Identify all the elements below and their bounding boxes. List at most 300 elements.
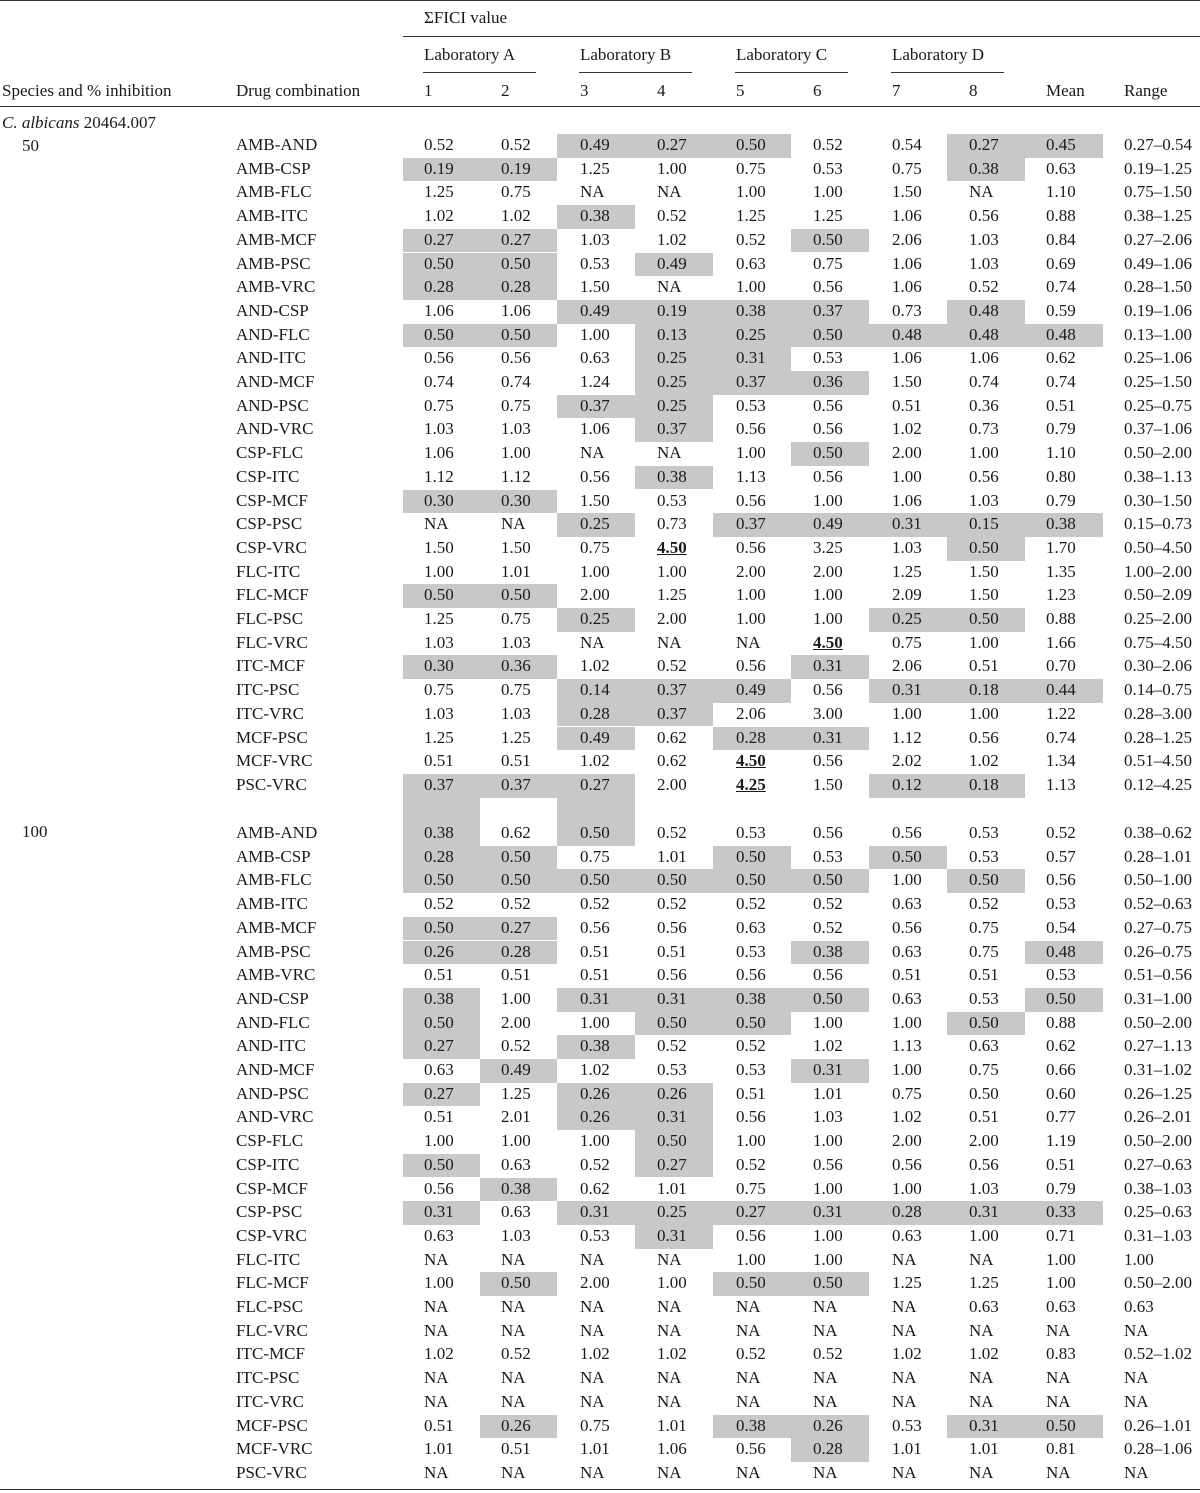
drug-combination: CSP-PSC (236, 1202, 303, 1222)
fici-value: 0.31 (580, 988, 610, 1008)
fici-value: 1.03 (969, 490, 999, 510)
fici-value: 0.75 (892, 158, 922, 178)
fici-value: 0.52 (813, 917, 843, 937)
fici-value: 1.02 (424, 1344, 454, 1364)
drug-combination: ITC-PSC (236, 1368, 300, 1388)
fici-value: 0.50 (501, 870, 531, 890)
range-value: 0.50–2.00 (1124, 443, 1192, 463)
fici-value: NA (580, 632, 605, 652)
fici-value: 0.52 (424, 894, 454, 914)
fici-value: 0.27 (501, 229, 531, 249)
fici-value: 0.52 (813, 135, 843, 154)
fici-value: 0.56 (892, 823, 922, 842)
fici-value: 0.56 (813, 823, 843, 842)
fici-value: 1.00 (736, 1131, 766, 1151)
fici-value: 0.37 (813, 300, 843, 320)
fici-value: 1.00 (813, 490, 843, 510)
mean-value: 1.00 (1046, 1273, 1076, 1293)
range-value: 0.27–2.06 (1124, 229, 1192, 249)
fici-value: 0.62 (657, 727, 687, 747)
drug-combination: CSP-MCF (236, 1178, 308, 1198)
fici-value: 0.49 (501, 1060, 531, 1079)
species-strain: 20464.007 (79, 113, 156, 132)
fici-value: 1.06 (892, 348, 922, 368)
fici-value: 0.27 (969, 135, 999, 154)
drug-combination: CSP-FLC (236, 443, 304, 463)
fici-value: 0.28 (424, 846, 454, 866)
fici-value: 0.62 (657, 751, 687, 771)
fici-value: 0.75 (501, 680, 531, 700)
fici-value: 1.02 (657, 229, 687, 249)
fici-value: 0.25 (580, 514, 610, 534)
fici-value: 1.50 (892, 182, 922, 202)
fici-value: 0.53 (813, 158, 843, 178)
mean-value: 0.79 (1046, 1178, 1076, 1198)
fici-value: 0.31 (813, 727, 843, 747)
fici-value: 0.31 (813, 1060, 843, 1079)
fici-value: 0.38 (580, 206, 610, 226)
range-value: 0.28–1.01 (1124, 846, 1192, 866)
range-value: 0.75–4.50 (1124, 632, 1192, 652)
fici-value: 0.63 (424, 1225, 454, 1245)
range-value: 0.50–2.09 (1124, 585, 1192, 605)
drug-combination: AMB-AND (236, 135, 318, 154)
fici-value: 1.06 (892, 277, 922, 297)
fici-value: 1.00 (580, 1012, 610, 1032)
fici-value: 0.56 (813, 680, 843, 700)
fici-value: 0.19 (424, 158, 454, 178)
mean-value: NA (1046, 1462, 1071, 1482)
mean-value: 0.71 (1046, 1225, 1076, 1245)
col-header-5: 5 (736, 81, 745, 100)
fici-value: 0.56 (969, 727, 999, 747)
mean-value: 0.80 (1046, 466, 1076, 486)
fici-value: NA (657, 1297, 682, 1316)
range-column-header: Range (1124, 81, 1168, 100)
lab-c-rule (735, 72, 848, 73)
fici-value: 0.13 (657, 324, 687, 344)
fici-value: 2.00 (736, 561, 766, 581)
fici-value: NA (969, 1391, 994, 1411)
fici-value: NA (424, 1249, 449, 1269)
fici-value: 0.74 (969, 372, 999, 391)
fici-value: 0.62 (501, 823, 531, 842)
fici-value: NA (657, 277, 682, 297)
fici-value: 0.53 (969, 823, 999, 842)
mean-value: 0.50 (1046, 988, 1076, 1008)
mean-value: 0.51 (1046, 395, 1076, 415)
fici-value: 2.06 (892, 656, 922, 676)
fici-value: 0.50 (736, 1012, 766, 1032)
fici-value: 1.50 (969, 585, 999, 605)
fici-value: NA (736, 632, 761, 652)
mean-value: 0.66 (1046, 1060, 1076, 1079)
fici-value: 1.25 (892, 561, 922, 581)
drug-combination: CSP-VRC (236, 537, 307, 557)
fici-value: 0.48 (969, 300, 999, 320)
header-bottom-rule (0, 106, 1200, 107)
fici-value: 1.02 (424, 206, 454, 226)
mean-value: 0.70 (1046, 656, 1076, 676)
fici-value: 0.37 (657, 419, 687, 439)
fici-value: NA (657, 1249, 682, 1269)
fici-value: 1.12 (424, 466, 454, 486)
drug-combination: AND-PSC (236, 1083, 309, 1103)
fici-value: 1.50 (969, 561, 999, 581)
fici-value: 0.50 (969, 1083, 999, 1103)
fici-value: 1.03 (424, 703, 454, 723)
fici-value: 0.75 (969, 941, 999, 961)
mean-value: 1.10 (1046, 443, 1076, 463)
fici-value: 0.36 (501, 656, 531, 676)
fici-value: 1.24 (580, 372, 610, 391)
range-value: 0.25–0.75 (1124, 395, 1192, 415)
fici-value: 0.37 (501, 774, 531, 794)
mean-value: 0.79 (1046, 490, 1076, 510)
fici-value: 1.02 (580, 751, 610, 771)
fici-value: 0.53 (736, 941, 766, 961)
fici-value: 1.00 (969, 703, 999, 723)
mean-value: 1.00 (1046, 1249, 1076, 1269)
fici-value: 0.49 (580, 727, 610, 747)
fici-value: 1.00 (892, 870, 922, 890)
fici-value: 0.26 (501, 1415, 531, 1435)
fici-value: NA (657, 1462, 682, 1482)
fici-value: 0.63 (580, 348, 610, 368)
inhibition-label-100: 100 (22, 822, 48, 841)
fici-value: 1.03 (424, 419, 454, 439)
fici-value: NA (813, 1462, 838, 1482)
fici-value: 0.52 (736, 1344, 766, 1364)
fici-value: 0.53 (580, 253, 610, 273)
range-value: 0.28–3.00 (1124, 703, 1192, 723)
fici-value: 0.28 (736, 727, 766, 747)
fici-value: 1.25 (813, 206, 843, 226)
fici-value: NA (736, 1368, 761, 1388)
drug-combination: AND-VRC (236, 419, 314, 439)
fici-value: 0.63 (892, 988, 922, 1008)
fici-value: 0.50 (813, 870, 843, 890)
drug-combination: ITC-VRC (236, 703, 304, 723)
fici-value: 0.50 (813, 1273, 843, 1293)
drug-combination: AND-ITC (236, 1036, 306, 1056)
fici-value: 1.00 (424, 561, 454, 581)
fici-value: 0.63 (969, 1297, 999, 1316)
fici-value: 1.50 (580, 277, 610, 297)
range-value: 0.37–1.06 (1124, 419, 1192, 439)
fici-value: NA (580, 1249, 605, 1269)
drug-combination: AMB-PSC (236, 253, 311, 273)
fici-value: 0.30 (424, 656, 454, 676)
drug-combination: ITC-PSC (236, 680, 300, 700)
fici-value: 0.25 (580, 609, 610, 628)
fici-value: NA (736, 1297, 761, 1316)
fici-value: 0.56 (736, 490, 766, 510)
range-value: 0.51–4.50 (1124, 751, 1192, 771)
fici-value: NA (501, 1391, 526, 1411)
fici-value: 0.50 (736, 135, 766, 154)
fici-value: 0.50 (424, 1154, 454, 1174)
fici-value: 0.56 (736, 1107, 766, 1127)
fici-value: 0.56 (657, 965, 687, 985)
fici-value: 0.19 (657, 300, 687, 320)
fici-value: 0.52 (657, 894, 687, 914)
fici-value: 0.38 (424, 988, 454, 1008)
fici-value: 0.63 (736, 253, 766, 273)
species-label (2, 113, 156, 133)
fici-value: 0.56 (580, 917, 610, 937)
fici-value: 0.53 (736, 823, 766, 842)
fici-value: 0.19 (501, 158, 531, 178)
range-value: 0.28–1.06 (1124, 1439, 1192, 1459)
lab-a-heading: Laboratory A (424, 45, 516, 64)
fici-value: NA (580, 1462, 605, 1482)
mean-value: 1.13 (1046, 774, 1076, 794)
fici-value: 0.73 (657, 514, 687, 534)
fici-value: 0.50 (501, 324, 531, 344)
mean-value: 0.45 (1046, 135, 1076, 154)
fici-value: 1.06 (892, 490, 922, 510)
mean-value: 0.77 (1046, 1107, 1076, 1127)
fici-value: 0.15 (969, 514, 999, 534)
fici-value: 0.27 (501, 917, 531, 937)
fici-value: 0.56 (424, 348, 454, 368)
fici-value: 0.75 (580, 1415, 610, 1435)
fici-value: 0.50 (736, 1273, 766, 1293)
fici-value: 1.00 (813, 182, 843, 202)
fici-value: 0.51 (580, 941, 610, 961)
fici-value: NA (424, 1297, 449, 1316)
range-value: 0.27–1.13 (1124, 1036, 1192, 1056)
mean-value: 1.70 (1046, 537, 1076, 557)
fici-value: 0.52 (969, 894, 999, 914)
fici-value: 1.02 (892, 1344, 922, 1364)
fici-value: 0.31 (969, 1202, 999, 1222)
fici-value: 0.53 (969, 846, 999, 866)
fici-value: 0.51 (892, 965, 922, 985)
fici-value: 1.03 (501, 703, 531, 723)
fici-value: NA (892, 1249, 917, 1269)
fici-value: 0.38 (813, 941, 843, 961)
fici-value: 1.50 (501, 537, 531, 557)
range-value: 0.26–1.25 (1124, 1083, 1192, 1103)
fici-value: 0.31 (813, 656, 843, 676)
drug-combination: AMB-CSP (236, 846, 311, 866)
fici-value: 0.18 (969, 680, 999, 700)
fici-value: 1.13 (736, 466, 766, 486)
fici-value: 0.26 (580, 1083, 610, 1103)
fici-value: 0.75 (736, 1178, 766, 1198)
fici-value: 1.00 (580, 561, 610, 581)
fici-value: 1.02 (969, 1344, 999, 1364)
drug-combination: AND-ITC (236, 348, 306, 368)
drug-combination: AND-CSP (236, 988, 309, 1008)
fici-value: 0.51 (969, 656, 999, 676)
fici-value: 1.03 (501, 419, 531, 439)
fici-value: 0.75 (892, 1083, 922, 1103)
fici-value: 0.31 (736, 348, 766, 368)
mean-value: 0.88 (1046, 609, 1076, 628)
inhibition-label-50: 50 (22, 136, 39, 155)
range-value: 0.28–1.25 (1124, 727, 1192, 747)
fici-value: 1.06 (501, 300, 531, 320)
range-value: 1.00–2.00 (1124, 561, 1192, 581)
fici-value: 1.12 (892, 727, 922, 747)
fici-value: 0.53 (736, 395, 766, 415)
fici-value: 0.26 (813, 1415, 843, 1435)
range-value: 0.49–1.06 (1124, 253, 1192, 273)
range-value: 0.63 (1124, 1297, 1154, 1316)
drug-combination: MCF-PSC (236, 1415, 308, 1435)
drug-column-header: Drug combination (236, 81, 361, 100)
fici-value: 0.28 (424, 277, 454, 297)
mean-value: 0.48 (1046, 324, 1076, 344)
fici-value: 1.02 (580, 1344, 610, 1364)
fici-value: 1.25 (501, 727, 531, 747)
mean-value: 0.52 (1046, 823, 1076, 842)
fici-value: 1.25 (892, 1273, 922, 1293)
range-value: 0.19–1.06 (1124, 300, 1192, 320)
fici-value: 2.02 (892, 751, 922, 771)
fici-value: NA (424, 1368, 449, 1388)
drug-combination: MCF-VRC (236, 1439, 313, 1459)
fici-value: NA (736, 1391, 761, 1411)
fici-value: 1.25 (969, 1273, 999, 1293)
species-name: C. albicans (2, 113, 80, 132)
fici-value: 0.56 (736, 537, 766, 557)
fici-value: 0.56 (424, 1178, 454, 1198)
mean-value: 1.66 (1046, 632, 1076, 652)
drug-combination: AMB-ITC (236, 206, 308, 226)
col-header-8: 8 (969, 81, 978, 100)
fici-value: NA (813, 1368, 838, 1388)
fici-value: 0.50 (736, 846, 766, 866)
header-fici-rule (403, 36, 1200, 37)
fici-value: 0.51 (736, 1083, 766, 1103)
drug-combination: AMB-MCF (236, 229, 317, 249)
fici-value: 0.63 (501, 1154, 531, 1174)
fici-value: NA (813, 1391, 838, 1411)
range-value: 0.50–2.00 (1124, 1012, 1192, 1032)
mean-value: 0.50 (1046, 1415, 1076, 1435)
drug-combination: CSP-ITC (236, 1154, 300, 1174)
fici-value: 0.56 (580, 466, 610, 486)
col-header-3: 3 (580, 81, 589, 100)
mean-value: 0.88 (1046, 206, 1076, 226)
fici-value: NA (580, 1368, 605, 1388)
fici-value: 0.56 (736, 965, 766, 985)
fici-value: 0.73 (892, 300, 922, 320)
fici-value: 0.75 (580, 537, 610, 557)
fici-value: 0.38 (736, 988, 766, 1008)
fici-value: 0.56 (969, 466, 999, 486)
fici-value: NA (657, 632, 682, 652)
fici-value: 0.27 (424, 1083, 454, 1103)
mean-value: NA (1046, 1320, 1071, 1340)
fici-value: 2.00 (969, 1131, 999, 1151)
fici-value: NA (736, 1462, 761, 1482)
lab-b-rule (579, 72, 692, 73)
range-value: 0.50–1.00 (1124, 870, 1192, 890)
fici-value: 0.27 (580, 774, 610, 794)
fici-value: 0.62 (580, 1178, 610, 1198)
fici-value: 0.53 (813, 348, 843, 368)
fici-value: 1.01 (969, 1439, 999, 1459)
fici-value: 4.50 (657, 537, 687, 557)
fici-value: 0.51 (892, 395, 922, 415)
fici-value: 0.50 (969, 1012, 999, 1032)
fici-value: 1.02 (580, 1060, 610, 1079)
drug-combination: AMB-FLC (236, 870, 312, 890)
mean-value: 1.22 (1046, 703, 1076, 723)
lab-c-heading: Laboratory C (736, 45, 828, 64)
drug-combination: AND-CSP (236, 300, 309, 320)
lab-a-rule (423, 72, 536, 73)
fici-value: 1.01 (657, 846, 687, 866)
fici-value: 1.03 (969, 253, 999, 273)
fici-value: 0.53 (892, 1415, 922, 1435)
fici-value: 0.37 (657, 680, 687, 700)
range-value: 0.12–4.25 (1124, 774, 1192, 794)
drug-combination: FLC-VRC (236, 1320, 308, 1340)
fici-value: 1.00 (736, 585, 766, 605)
fici-value: 1.13 (892, 1036, 922, 1056)
mean-value: 0.81 (1046, 1439, 1076, 1459)
drug-combination: CSP-MCF (236, 490, 308, 510)
fici-value: 0.51 (580, 965, 610, 985)
fici-value: 1.06 (892, 206, 922, 226)
range-value: 0.30–1.50 (1124, 490, 1192, 510)
fici-value: 0.56 (813, 419, 843, 439)
drug-combination: AND-VRC (236, 1107, 314, 1127)
range-value: 0.30–2.06 (1124, 656, 1192, 676)
fici-value: 1.00 (813, 1012, 843, 1032)
fici-value: 1.01 (657, 1178, 687, 1198)
fici-value: 0.56 (736, 1439, 766, 1459)
fici-value: 0.38 (580, 1036, 610, 1056)
drug-combination: FLC-VRC (236, 632, 308, 652)
fici-value: 1.00 (969, 1225, 999, 1245)
fici-value: 0.52 (969, 277, 999, 297)
fici-value: NA (501, 1462, 526, 1482)
fici-value: 0.56 (736, 419, 766, 439)
fici-value: 0.52 (736, 1036, 766, 1056)
fici-value: 0.50 (813, 229, 843, 249)
fici-value: NA (969, 182, 994, 202)
fici-value: 0.50 (424, 253, 454, 273)
mean-value: 0.74 (1046, 372, 1076, 391)
mean-value: 1.10 (1046, 182, 1076, 202)
drug-combination: FLC-MCF (236, 1273, 309, 1293)
fici-value: 1.00 (736, 443, 766, 463)
fici-value: 0.51 (424, 751, 454, 771)
fici-value: 0.51 (424, 965, 454, 985)
mean-value: 1.19 (1046, 1131, 1076, 1151)
drug-combination: AMB-CSP (236, 158, 311, 178)
fici-value: 0.52 (657, 1036, 687, 1056)
fici-value: 0.52 (736, 894, 766, 914)
fici-value: NA (892, 1297, 917, 1316)
fici-value: 1.00 (969, 632, 999, 652)
fici-value: 1.25 (580, 158, 610, 178)
fici-value: 0.37 (736, 514, 766, 534)
mean-value: 0.83 (1046, 1344, 1076, 1364)
drug-combination: AND-MCF (236, 1060, 315, 1079)
mean-value: 0.62 (1046, 1036, 1076, 1056)
fici-value: 1.00 (813, 1178, 843, 1198)
drug-combination: MCF-PSC (236, 727, 308, 747)
fici-value: 0.52 (580, 894, 610, 914)
